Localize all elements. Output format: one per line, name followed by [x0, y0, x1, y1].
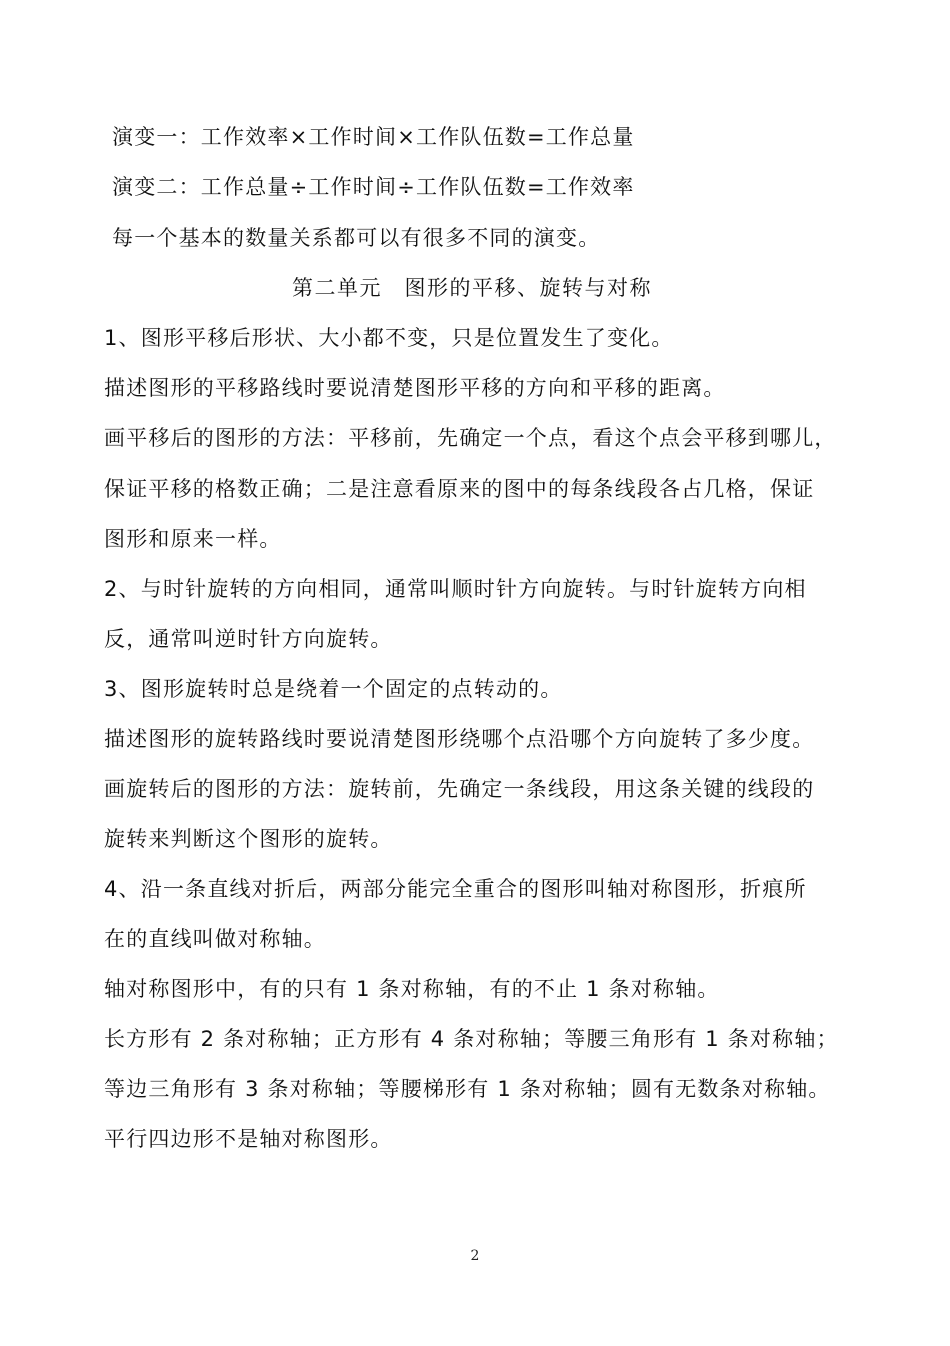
paragraph-line: 描述图形的旋转路线时要说清楚图形绕哪个点沿哪个方向旋转了多少度。 — [104, 727, 815, 751]
paragraph-line: 描述图形的平移路线时要说清楚图形平移的方向和平移的距离。 — [104, 376, 726, 400]
variant-note: 每一个基本的数量关系都可以有很多不同的演变。 — [112, 226, 601, 250]
paragraph-line: 1、图形平移后形状、大小都不变，只是位置发生了变化。 — [104, 326, 674, 350]
paragraph-line: 2、与时针旋转的方向相同，通常叫顺时针方向旋转。与时针旋转方向相 — [104, 577, 807, 601]
page-number: 2 — [470, 1248, 480, 1264]
paragraph-line: 画旋转后的图形的方法：旋转前，先确定一条线段，用这条关键的线段的 — [104, 777, 815, 801]
paragraph-line: 画平移后的图形的方法：平移前，先确定一个点，看这个点会平移到哪儿， — [104, 426, 837, 450]
paragraph-line: 长方形有 2 条对称轴；正方形有 4 条对称轴；等腰三角形有 1 条对称轴； — [104, 1027, 839, 1051]
paragraph-line: 图形和原来一样。 — [104, 527, 282, 551]
paragraph-line: 3、图形旋转时总是绕着一个固定的点转动的。 — [104, 677, 563, 701]
paragraph-line: 在的直线叫做对称轴。 — [104, 927, 326, 951]
formula-variant-two: 演变二：工作总量÷工作时间÷工作队伍数=工作效率 — [112, 175, 635, 199]
paragraph-line: 等边三角形有 3 条对称轴；等腰梯形有 1 条对称轴；圆有无数条对称轴。 — [104, 1077, 831, 1101]
section-title: 第二单元 图形的平移、旋转与对称 — [292, 276, 652, 300]
paragraph-line: 轴对称图形中，有的只有 1 条对称轴，有的不止 1 条对称轴。 — [104, 977, 720, 1001]
paragraph-line: 保证平移的格数正确；二是注意看原来的图中的每条线段各占几格，保证 — [104, 477, 815, 501]
paragraph-line: 平行四边形不是轴对称图形。 — [104, 1127, 393, 1151]
paragraph-line: 4、沿一条直线对折后，两部分能完全重合的图形叫轴对称图形，折痕所 — [104, 877, 807, 901]
paragraph-line: 旋转来判断这个图形的旋转。 — [104, 827, 393, 851]
paragraph-line: 反，通常叫逆时针方向旋转。 — [104, 627, 393, 651]
formula-variant-one: 演变一：工作效率×工作时间×工作队伍数=工作总量 — [112, 125, 635, 149]
